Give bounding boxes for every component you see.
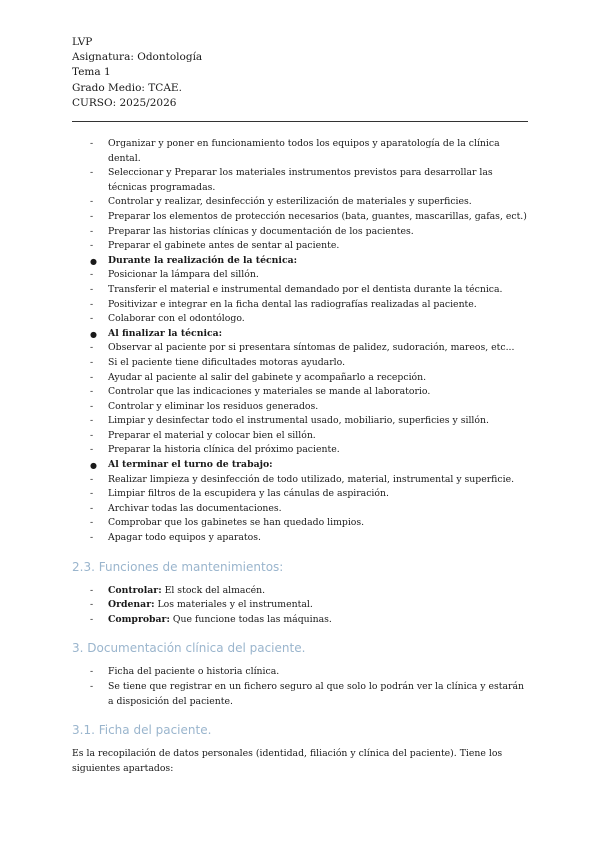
list-item [72,429,532,444]
section-heading-maintenance: 2.3. Funciones de mantenimientos: [72,559,284,574]
item-text: Ayudar al paciente al salir del gabinete y acompañarlo a recepción. [108,371,427,383]
list-item [72,371,532,386]
dash-marker: - [90,400,94,412]
item-text: Preparar las historias clínicas y documentación de los pacientes. [108,225,414,237]
dash-marker: - [90,415,94,427]
item-text: Controlar que las indicaciones y materiales se mande al laboratorio. [108,386,431,398]
bullet-marker: ● [90,460,97,471]
dash-marker: - [90,240,94,252]
item-term: Comprobar: [108,613,170,625]
dash-marker: - [90,613,94,625]
item-text: El stock del almacén. [161,584,266,596]
item-text: Controlar y realizar, desinfección y esterilización de materiales y superficies. [108,196,472,208]
item-text: Se tiene que registrar en un fichero seguro al que solo lo podrán ver la clínica y estarán a disposición del paciente. [108,681,525,707]
item-text: Que funcione todas las máquinas. [169,613,332,625]
dash-marker: - [90,298,94,310]
list-item [72,613,532,628]
list-item [72,239,532,254]
dash-marker: - [90,444,94,456]
list-item [72,598,532,613]
list-item [72,268,532,283]
item-text: Colaborar con el odontólogo. [108,313,245,325]
list-item [72,385,532,400]
item-text: Los materiales y el instrumental. [154,599,313,611]
dash-marker: - [90,283,94,295]
header-initials: LVP [72,36,93,48]
list-item [72,473,532,488]
list-item [72,665,532,680]
list-item [72,502,532,517]
item-text: Al terminar el turno de trabajo: [108,459,273,471]
document-body [72,137,532,776]
list-item [72,210,532,225]
item-text: Observar al paciente por si presentara síntomas de palidez, sudoración, mareos, etc... [108,342,515,354]
list-item [72,400,532,415]
documentation-list [72,665,532,709]
dash-marker: - [90,386,94,398]
item-text: Preparar la historia clínica del próximo paciente. [108,444,340,456]
item-text: Preparar el gabinete antes de sentar al paciente. [108,240,340,252]
list-item [72,195,532,210]
header-divider [72,121,528,122]
item-text: Realizar limpieza y desinfección de todo utilizado, material, instrumental y superficie. [108,473,515,485]
dash-marker: - [90,269,94,281]
header-topic: Tema 1 [72,66,111,79]
dash-marker: - [90,313,94,325]
list-item [72,312,532,327]
item-text: Positivizar e integrar en la ficha dental las radiografías realizadas al paciente. [108,298,477,310]
list-item [72,443,532,458]
item-text: Seleccionar y Preparar los materiales instrumentos previstos para desarrollar las técnicas programadas. [108,167,493,193]
dash-marker: - [90,473,94,485]
item-text: Preparar los elementos de protección necesarios (bata, guantes, mascarillas, gafas, ect.) [108,210,527,222]
section-heading-patient-file: 3.1. Ficha del paciente. [72,723,212,738]
dash-marker: - [90,599,94,611]
list-item [72,516,532,531]
item-text: Ficha del paciente o historia clínica. [108,666,280,678]
list-item [72,356,532,371]
header-course: CURSO: 2025/2026 [72,96,177,109]
list-item [72,487,532,502]
dash-marker: - [90,488,94,500]
list-item [72,531,532,546]
item-text: Comprobar que los gabinetes se han quedado limpios. [108,517,365,529]
dash-marker: - [90,196,94,208]
list-item [72,680,532,709]
list-subheading [72,254,532,269]
item-term: Ordenar: [108,599,155,611]
dash-marker: - [90,225,94,237]
maintenance-list [72,584,532,628]
dash-marker: - [90,584,94,596]
dash-marker: - [90,138,94,149]
list-subheading [72,327,532,342]
list-item [72,414,532,429]
patient-file-paragraph: Es la recopilación de datos personales (identidad, filiación y clínica del paciente). Tiene los siguientes apartados: [72,748,503,774]
item-text: Organizar y poner en funcionamiento todos los equipos y aparatología de la clínica dental. [108,138,500,164]
dash-marker: - [90,210,94,222]
dash-marker: - [90,532,94,544]
dash-marker: - [90,356,94,368]
dash-marker: - [90,666,94,678]
bullet-marker: ● [90,328,97,339]
item-text: Apagar todo equipos y aparatos. [108,532,261,544]
list-item [72,584,532,599]
tasks-list [72,137,532,546]
list-item [72,137,532,166]
list-item [72,283,532,298]
item-text: Archivar todas las documentaciones. [108,502,282,514]
list-item [72,298,532,313]
dash-marker: - [90,517,94,529]
section-heading-documentation: 3. Documentación clínica del paciente. [72,641,306,656]
dash-marker: - [90,681,94,692]
list-item [72,225,532,240]
item-text: Limpiar filtros de la escupidera y las cánulas de aspiración. [108,488,389,500]
item-text: Si el paciente tiene dificultades motoras ayudarlo. [108,356,346,368]
document-header [72,35,202,111]
list-item [72,341,532,356]
dash-marker: - [90,429,94,441]
dash-marker: - [90,342,94,354]
list-subheading [72,458,532,473]
header-degree: Grado Medio: TCAE. [72,81,182,94]
list-item [72,166,532,195]
dash-marker: - [90,502,94,514]
item-text: Durante la realización de la técnica: [108,254,298,266]
item-text: Preparar el material y colocar bien el sillón. [108,429,316,441]
header-subject: Asignatura: Odontología [72,51,203,64]
item-text: Limpiar y desinfectar todo el instrumental usado, mobiliario, superficies y sillón. [108,415,489,427]
bullet-marker: ● [90,255,97,266]
dash-marker: - [90,371,94,383]
item-term: Controlar: [108,584,162,596]
item-text: Posicionar la lámpara del sillón. [108,269,259,281]
item-text: Transferir el material e instrumental demandado por el dentista durante la técnica. [108,283,503,295]
item-text: Al finalizar la técnica: [108,327,223,339]
item-text: Controlar y eliminar los residuos generados. [108,400,319,412]
dash-marker: - [90,167,94,179]
